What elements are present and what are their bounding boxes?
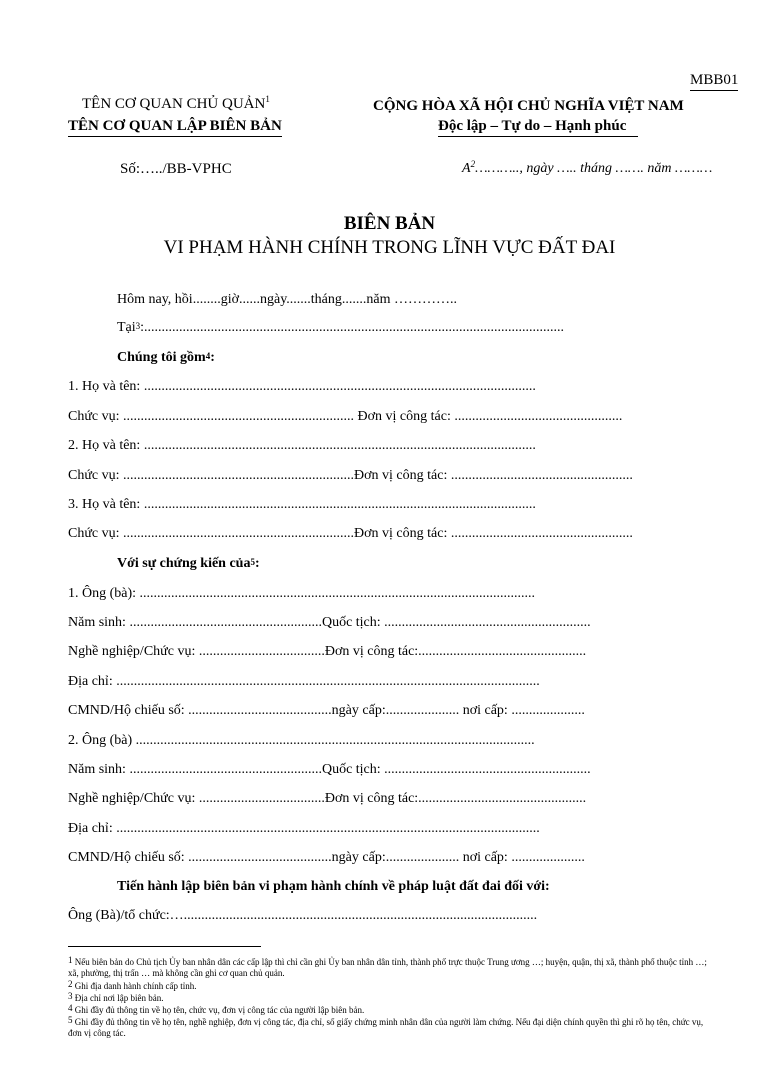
members-heading: Chúng tôi gồm$^4$:	[117, 350, 215, 365]
footnote-3: $^3$ Địa chỉ nơi lập biên bản.	[68, 991, 164, 1003]
witness-2-id: CMND/Hộ chiếu số: .........................................ngày cấp:..................... nơi cấp: .....................	[68, 850, 585, 865]
witness-1-name: 1. Ông (bà): .................................................................................................................	[68, 586, 536, 601]
parent-agency-name: TÊN CƠ QUAN CHỦ QUẢN$^1$	[82, 94, 270, 112]
witness-1-job-unit: Nghề nghiệp/Chức vụ: ....................................Đơn vị công tác:................................................	[68, 644, 587, 659]
footnote-5: $^5$ Ghi đầy đủ thông tin về họ tên, nghề nghiệp, đơn vị công tác, địa chỉ, số giấy chứng minh nhân dân của người làm chứng. Nếu đại diện chính quyền thì ghi rõ họ tên, chức vụ, đơn vị công tác.	[68, 1015, 704, 1038]
form-code: MBB01	[690, 72, 738, 91]
witness-1-birth-nationality: Năm sinh: .......................................................Quốc tịch: ...........................................................	[68, 615, 591, 630]
document-title: BIÊN BẢN	[343, 213, 436, 234]
issuing-agency-name: TÊN CƠ QUAN LẬP BIÊN BẢN	[68, 118, 282, 137]
footnote-4: $^4$ Ghi đầy đủ thông tin về họ tên, chức vụ, đơn vị công tác của người lập biên bản.	[68, 1003, 365, 1015]
national-motto: Độc lập – Tự do – Hạnh phúc	[438, 118, 638, 137]
member-2-details: Chức vụ: ..................................................................Đơn vị công tác: ....................................................	[68, 468, 633, 483]
document-number: Số:…../BB-VPHC	[120, 161, 232, 177]
member-3-name: 3. Họ và tên: ................................................................................................................	[68, 497, 536, 512]
member-3-details: Chức vụ: ..................................................................Đơn vị công tác: ....................................................	[68, 526, 633, 541]
witness-2-address: Địa chỉ: .........................................................................................................................	[68, 821, 540, 836]
member-1-details: Chức vụ: .................................................................. Đơn vị công tác: ................................................	[68, 409, 623, 424]
today-line: Hôm nay, hồi........giờ......ngày.......tháng.......năm …………..	[117, 292, 457, 307]
witness-1-id: CMND/Hộ chiếu số: .........................................ngày cấp:..................... nơi cấp: .....................	[68, 703, 585, 718]
member-2-name: 2. Họ và tên: ................................................................................................................	[68, 438, 536, 453]
national-title: CỘNG HÒA XÃ HỘI CHỦ NGHĨA VIỆT NAM	[373, 98, 684, 114]
footnote-1: $^1$ Nếu biên bản do Chủ tịch Ủy ban nhân dân các cấp lập thì chỉ cần ghi Ủy ban nhân dân tỉnh, thành phố trực thuộc Trung ương …; huyện, quận, thị xã, thành phố thuộc tỉnh …; xã, phường, thị trấn … mà không cần ghi cơ quan chủ quản.	[68, 955, 707, 978]
witness-2-birth-nationality: Năm sinh: .......................................................Quốc tịch: ...........................................................	[68, 762, 591, 777]
member-1-name: 1. Họ và tên: ................................................................................................................	[68, 379, 536, 394]
location-line: Tại$^3$:........................................................................................................................	[117, 320, 565, 335]
footnote-divider	[68, 946, 261, 947]
witness-2-name: 2. Ông (bà) ..................................................................................................................	[68, 733, 535, 748]
document-subtitle: VI PHẠM HÀNH CHÍNH TRONG LĨNH VỰC ĐẤT ĐAI	[163, 237, 616, 258]
footnote-2: $^2$ Ghi địa danh hành chính cấp tỉnh.	[68, 979, 197, 991]
witness-heading: Với sự chứng kiến của$^5$:	[117, 556, 260, 571]
witness-1-address: Địa chỉ: .........................................................................................................................	[68, 674, 540, 689]
proceed-heading: Tiến hành lập biên bản vi phạm hành chính về pháp luật đất đai đối với:	[117, 879, 550, 894]
subject-line: Ông (Bà)/tổ chức:….....................................................................................................	[68, 908, 538, 923]
witness-2-job-unit: Nghề nghiệp/Chức vụ: ....................................Đơn vị công tác:................................................	[68, 791, 587, 806]
place-and-date: $A^2\dots\dots\dots$.., ngày ….. tháng ……. năm ………	[462, 159, 713, 176]
